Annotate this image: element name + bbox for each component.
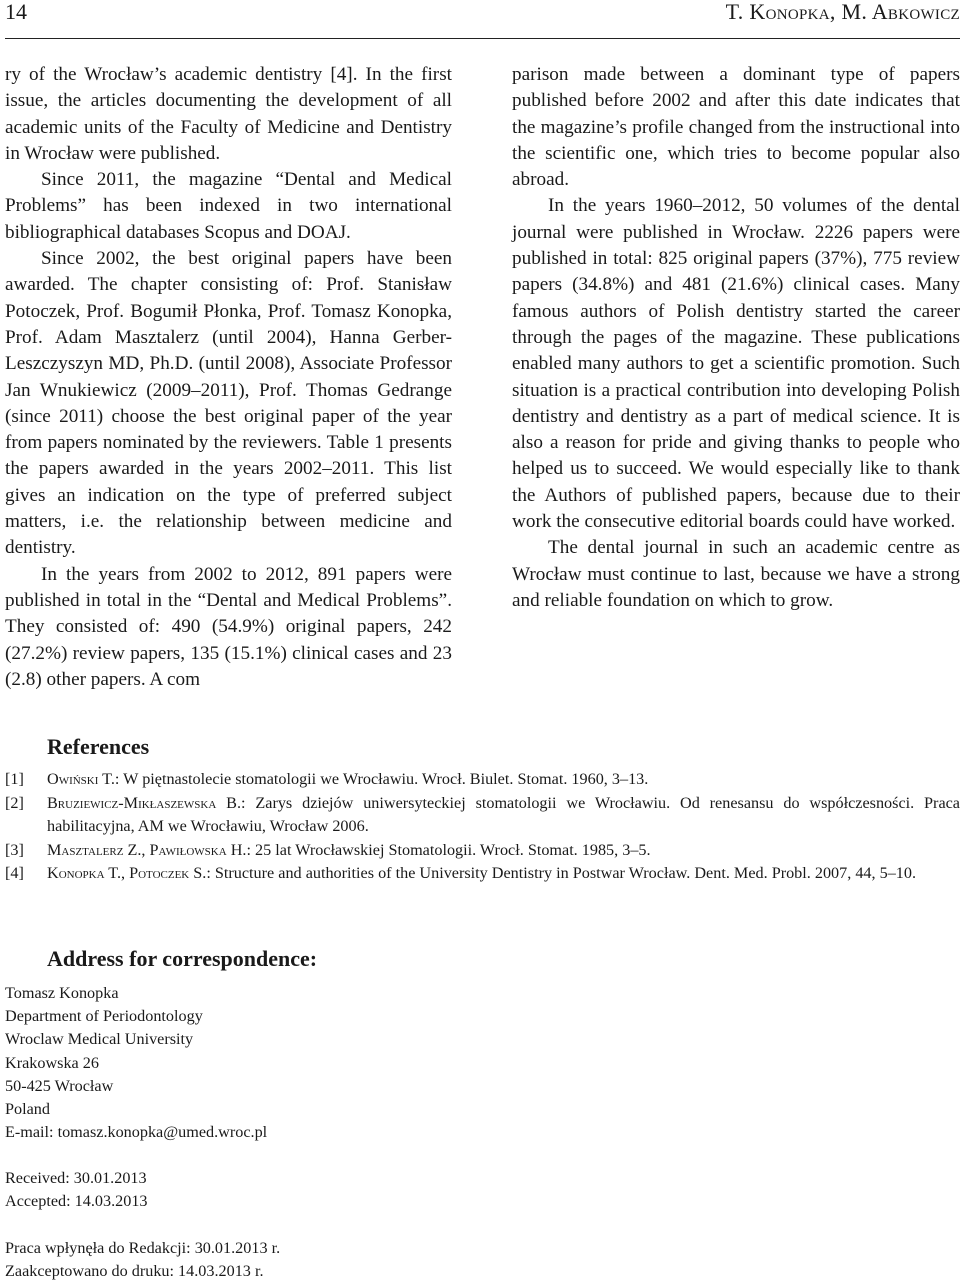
reference-text: : W piętnastolecie stomatologii we Wrocławiu. Wrocł. Biulet. Stomat. 1960, 3–13. (114, 770, 649, 788)
reference-item (5, 839, 960, 863)
email-line: E-mail: tomasz.konopka@umed.wroc.pl (5, 1123, 268, 1142)
reference-number: [3] (5, 840, 24, 859)
reference-item (5, 768, 960, 792)
references-heading: References (47, 734, 150, 759)
reference-authors: Konopka T., Potoczek S. (47, 864, 207, 882)
reference-number: [1] (5, 770, 24, 788)
reference-list (5, 768, 960, 886)
accepted-date-pl: Zaakceptowano do druku: 14.03.2013 r. (5, 1262, 264, 1281)
address-line: Poland (5, 1100, 50, 1119)
page-header (5, 0, 960, 39)
polish-dates (5, 1237, 280, 1283)
reference-text: : Zarys dziejów uniwersyteckiej stomatologii we Wrocławiu. Od renesansu do współczesności. Praca habilitacyjna, AM we Wrocławiu, Wrocław 2006. (47, 793, 960, 835)
address-line: Department of Periodontology (5, 1007, 203, 1026)
reference-text: : Structure and authorities of the University Dentistry in Postwar Wrocław. Dent. Med. Probl. 2007, 44, 5–10. (206, 864, 917, 882)
page-number: 14 (5, 0, 27, 24)
address-line: Wroclaw Medical University (5, 1030, 194, 1049)
body-paragraph: In the years 1960–2012, 50 volumes of the dental journal were published in Wrocław. 2226 papers were published in total: 825 original papers (37%), 775 review papers (34.8%) and 481 (21.6%) clinical cases. Many famous authors of Polish dentistry started the career through the pages of the magazine. These publications enabled many authors to get a scientific promotion. Such situation is a practical contribution into developing Polish dentistry and dentistry as a part of medical science. It is also a reason for pride and giving thanks to people who helped us to succeed. We would especially like to thank the Authors of published papers, because due to their work the consecutive editorial boards could have worked. (512, 195, 960, 533)
body-paragraph: parison made between a dominant type of papers published before 2002 and after this date indicates that the magazine’s profile changed from the instructional into the scientific one, which tries to become popular also abroad. (512, 64, 960, 191)
reference-authors: Masztalerz Z., Pawiłowska H. (47, 840, 247, 859)
submitted-date-pl: Praca wpłynęła do Redakcji: 30.01.2013 r. (5, 1239, 281, 1257)
reference-number: [4] (5, 864, 24, 882)
received-date: Received: 30.01.2013 (5, 1169, 147, 1187)
body-column-right (512, 62, 960, 614)
body-paragraph: Since 2002, the best original papers have been awarded. The chapter consisting of: Prof. Stanisław Potoczek, Prof. Bogumił Płonka, Prof. Tomasz Konopka, Prof. Adam Masztalerz (until 2004), Hanna Gerber-Leszczyszyn MD, Ph.D. (until 2008), Associate Professor Jan Wnukiewicz (2009–2011), Prof. Thomas Gedrange (since 2011) choose the best original paper of the year from papers nominated by the reviewers. Table 1 presents the papers awarded in the years 2002–2011. This list gives an indication on the type of preferred subject matters, i.e. the relationship between medicine and dentistry. (5, 248, 452, 559)
address-line: Tomasz Konopka (5, 984, 119, 1002)
correspondence-address (5, 982, 267, 1144)
reference-number: [2] (5, 793, 24, 812)
reference-item (5, 862, 960, 886)
accepted-date: Accepted: 14.03.2013 (5, 1192, 148, 1211)
body-paragraph: ry of the Wrocław’s academic dentistry [4]. In the first issue, the articles documenting the development of all academic units of the Faculty of Medicine and Dentistry in Wrocław were published. (5, 64, 452, 164)
body-paragraph: Since 2011, the magazine “Dental and Medical Problems” has been indexed in two international bibliographical databases Scopus and DOAJ. (5, 169, 452, 243)
correspondence-heading: Address for correspondence: (47, 946, 318, 971)
body-column-left (5, 62, 452, 693)
reference-text: : 25 lat Wrocławskiej Stomatologii. Wrocł. Stomat. 1985, 3–5. (246, 840, 651, 859)
body-paragraph: The dental journal in such an academic centre as Wrocław must continue to last, because we have a strong and reliable foundation on which to grow. (512, 537, 960, 611)
running-head: T. Konopka, M. Abkowicz (725, 0, 960, 24)
body-paragraph: In the years from 2002 to 2012, 891 papers were published in total in the “Dental and Medical Problems”. They consisted of: 490 (54.9%) original papers, 242 (27.2%) review papers, 135 (15.1%) clinical cases and 23 (2.8) other papers. A com (5, 563, 452, 690)
reference-authors: Owiński T. (47, 770, 115, 788)
reference-authors: Bruziewicz-Mikłaszewska B. (47, 793, 241, 812)
address-line: Krakowska 26 (5, 1053, 99, 1072)
manuscript-dates (5, 1167, 148, 1213)
reference-item (5, 792, 960, 839)
address-line: 50-425 Wrocław (5, 1076, 114, 1095)
